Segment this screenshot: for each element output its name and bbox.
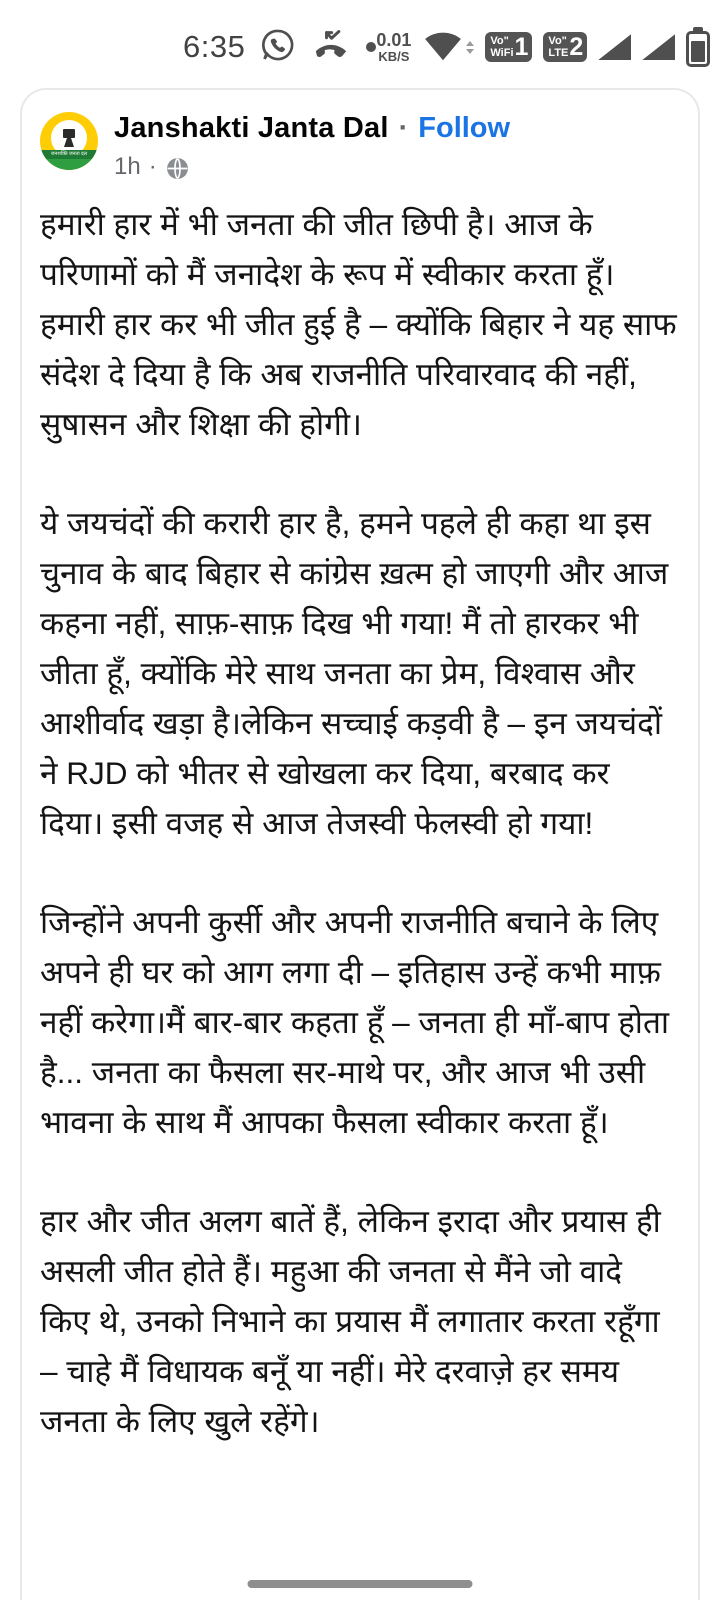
globe-icon [165, 156, 190, 181]
separator-dot: · [398, 112, 409, 144]
navigation-gesture-bar[interactable] [248, 1580, 473, 1588]
separator-dot: · [148, 153, 157, 180]
vowifi-badge: Vo" WiFi 1 [485, 32, 532, 62]
notification-dot [366, 42, 376, 52]
post-paragraph: ये जयचंदों की करारी हार है, हमने पहले ही कहा था इस चुनाव के बाद बिहार से कांग्रेस ख़त्म हो जाएगी और आज कहना नहीं, साफ़-साफ़ दिख भी गया! मैं तो हारकर भी जीता हूँ, क्योंकि मेरे साथ जनता का प्रेम, विश्वास और आशीर्वाद खड़ा है।लेकिन सच्चाई कड़वी है – इन जयचंदों ने RJD को भीतर से खोखला कर दिया, बरबाद कर दिया। इसी वजह से आज तेजस्वी फेलस्वी हो गया! [40, 505, 669, 841]
missed-call-icon [311, 27, 351, 68]
post-card [20, 88, 700, 1600]
author-name[interactable]: Janshakti Janta Dal [114, 112, 389, 144]
logo-text: जनशक्ति जनता दल [40, 150, 98, 159]
battery-icon [686, 31, 710, 67]
signal-strength-sim2-icon [642, 34, 675, 60]
post-paragraph: हमारी हार में भी जनता की जीत छिपी है। आज के परिणामों को मैं जनादेश के रूप में स्वीकार करता हूँ। हमारी हार कर भी जीत हुई है – क्योंकि बिहार ने यह साफ संदेश दे दिया है कि अब राजनीति परिवारवाद की नहीं, सुषासन और शिक्षा की होगी। [40, 206, 677, 442]
post-paragraph: जिन्होंने अपनी कुर्सी और अपनी राजनीति बचाने के लिए अपने ही घर को आग लगा दी – इतिहास उन्हें कभी माफ़ नहीं करेगा।मैं बार-बार कहता हूँ – जनता ही माँ-बाप होता है... जनता का फैसला सर-माथे पर, और आज भी उसी भावना के साथ मैं आपका फैसला स्वीकार करता हूँ। [40, 904, 670, 1140]
post-header [22, 90, 698, 185]
post-timestamp: 1h [114, 153, 141, 180]
avatar[interactable] [40, 112, 98, 170]
follow-button[interactable]: Follow [418, 112, 511, 144]
post-paragraph: हार और जीत अलग बातें हैं, लेकिन इरादा और प्रयास ही असली जीत होते हैं। महुआ की जनता से मैंने जो वादे किए थे, उनको निभाने का प्रयास मैं लगातार करता रहूँगा – चाहे मैं विधायक बनूँ या नहीं। मेरे दरवाज़े हर समय जनता के लिए खुले रहेंगे। [40, 1203, 661, 1439]
network-speed: 0.01 KB/S [376, 30, 412, 64]
wifi-icon [422, 28, 464, 67]
volte-badge: Vo" LTE 2 [543, 32, 587, 62]
post-body [22, 185, 698, 1446]
whatsapp-icon [260, 27, 296, 68]
clock-time: 6:35 [183, 29, 246, 64]
signal-strength-sim1-icon [598, 34, 631, 60]
status-bar [0, 0, 720, 88]
data-activity-arrows-icon [466, 41, 474, 54]
